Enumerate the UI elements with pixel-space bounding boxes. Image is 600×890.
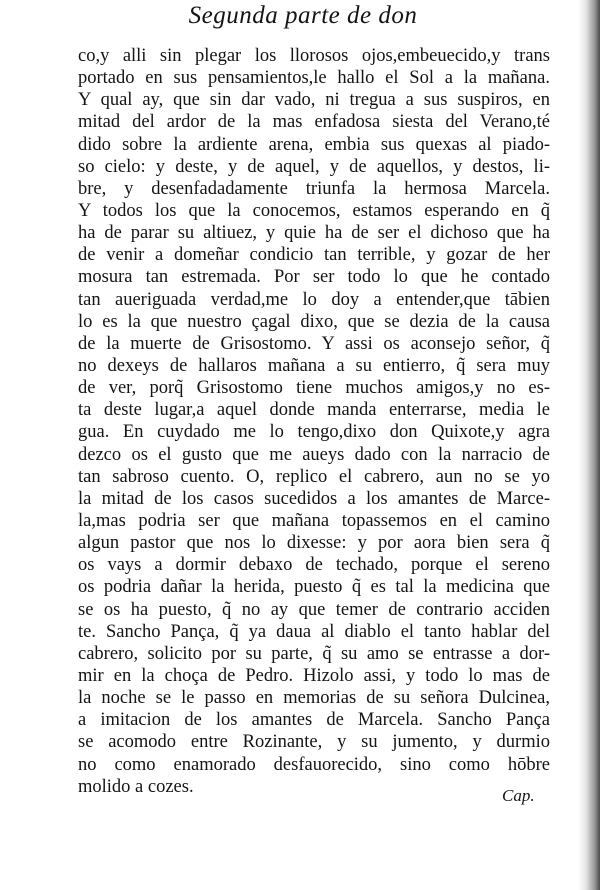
text-line: algun pastor que nos lo dixesse: y por aora bien sera q̃ bbox=[78, 533, 550, 554]
text-line: la,mas podria ser que mañana topassemos en el camino bbox=[78, 510, 550, 531]
text-line: de ver, porq̃ Grisostomo tiene muchos amigos,y no es- bbox=[78, 378, 550, 399]
text-line: tan aueriguada verdad,me lo doy a entender,que tābien bbox=[78, 289, 550, 310]
body-text bbox=[78, 45, 550, 798]
text-line: gua. En cuydado me lo tengo,dixo don Quixote,y agra bbox=[78, 422, 550, 443]
text-line: mir en la choça de Pedro. Hizolo assi, y todo lo mas de bbox=[78, 665, 550, 686]
text-line: no dexeys de hallaros mañana a su entierro, q̃ sera muy bbox=[78, 355, 550, 376]
catchword: Cap. bbox=[502, 786, 535, 805]
text-line: lo es la que nuestro çagal dixo, que se dezia de la causa bbox=[78, 311, 550, 332]
text-line: te. Sancho Pança, q̃ ya daua al diablo el tanto hablar del bbox=[78, 621, 550, 642]
text-line: cabrero, solicito por su parte, q̃ su amo se entrasse a dor- bbox=[78, 643, 550, 664]
text-line: se os ha puesto, q̃ no ay que temer de contrario acciden bbox=[78, 599, 550, 620]
text-line: mosura tan estremada. Por ser todo lo que he contado bbox=[78, 267, 550, 288]
text-line: bre, y desenfadadamente triunfa la hermosa Marcela. bbox=[78, 178, 550, 199]
text-line: portado en sus pensamientos,le hallo el Sol a la mañana. bbox=[78, 68, 550, 89]
text-line: tan sabroso cuento. O, replico el cabrero, aun no se yo bbox=[78, 466, 550, 487]
text-line: la noche se le passo en memorias de su señora Dulcinea, bbox=[78, 688, 550, 709]
text-line: Y qual ay, que sin dar vado, ni tregua a sus suspiros, en bbox=[78, 90, 550, 111]
text-line: dezco os el gusto que me aueys dado con la narracio de bbox=[78, 444, 550, 465]
text-line: ta deste lugar,a aquel donde manda enterrarse, media le bbox=[78, 400, 550, 421]
text-line: de la muerte de Grisostomo. Y assi os aconsejo señor, q̃ bbox=[78, 333, 550, 354]
text-line: se acomodo entre Rozinante, y su jumento, y durmio bbox=[78, 732, 550, 753]
text-line: molido a cozes. bbox=[78, 776, 194, 797]
text-line: ha de parar su altiuez, y quie ha de ser el dichoso que ha bbox=[78, 223, 550, 244]
page-edge-shadow bbox=[578, 0, 600, 890]
text-line: os podria dañar la herida, puesto q̃ es tal la medicina que bbox=[78, 577, 550, 598]
text-line: no como enamorado desfauorecido, sino como hōbre bbox=[78, 754, 550, 775]
running-head: Segunda parte de don bbox=[188, 2, 418, 29]
text-line: os vays a dormir debaxo de techado, porque el sereno bbox=[78, 555, 550, 576]
text-line: mitad del ardor de la mas enfadosa siesta del Verano,té bbox=[78, 112, 550, 133]
text-line: Y todos los que la conocemos, estamos esperando en q̃ bbox=[78, 200, 550, 221]
text-line: la mitad de los casos sucedidos a los amantes de Marce- bbox=[78, 488, 550, 509]
text-line: de venir a domeñar condicio tan terrible, y gozar de her bbox=[78, 245, 550, 266]
text-line: a imitacion de los amantes de Marcela. Sancho Pança bbox=[78, 710, 550, 731]
text-line: co,y alli sin plegar los llorosos ojos,embeuecido,y trans bbox=[78, 46, 550, 66]
text-line: dido sobre la ardiente arena, embia sus quexas al piado- bbox=[78, 134, 550, 155]
text-line: so cielo: y deste, y de aquel, y de aquellos, y destos, li- bbox=[78, 156, 550, 177]
